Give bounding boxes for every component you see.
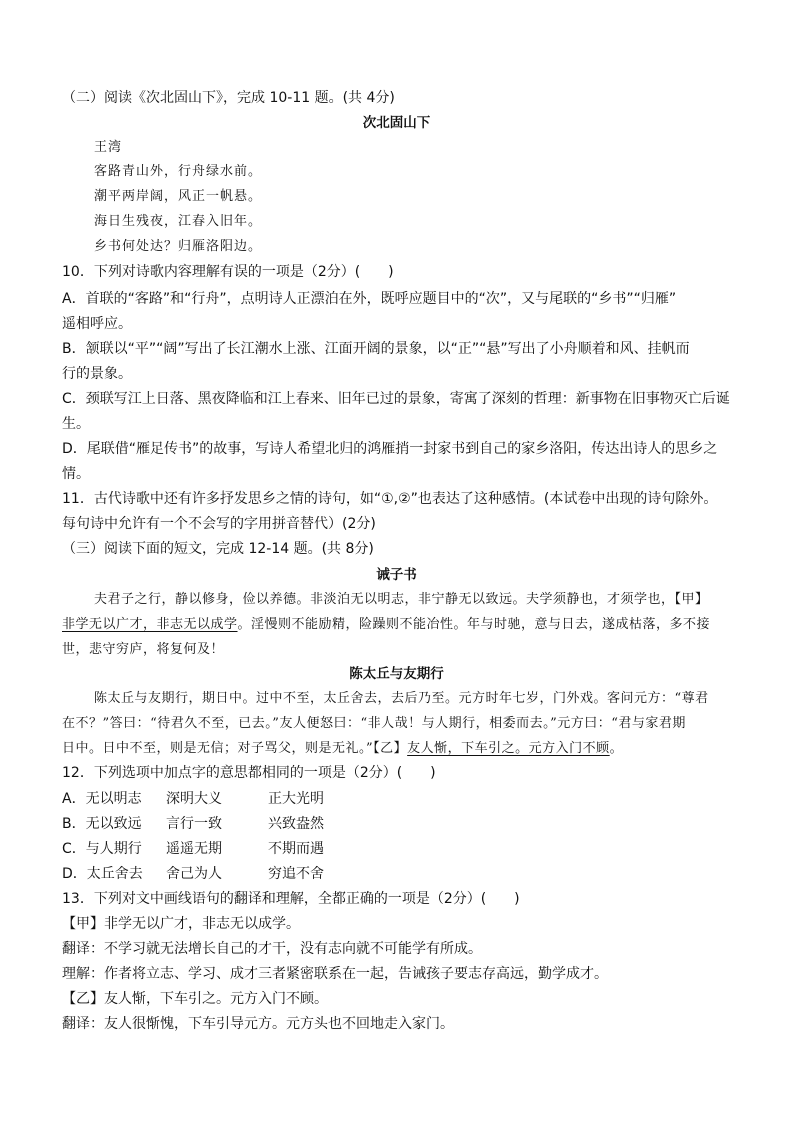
q10-option-b: B．颔联以“平”“阔”写出了长江潮水上涨、江面开阔的景象，以“正”“悬”写出了小舟顺着和风、挂帆而 bbox=[62, 341, 690, 357]
q10-option-d: D．尾联借“雁足传书”的故事，写诗人希望北归的鸿雁捎一封家书到自己的家乡洛阳，传达出诗人的思乡之 bbox=[62, 441, 718, 457]
text1-line-1: 夫君子之行，静以修身，俭以养德。非淡泊无以明志，非宁静无以致远。夫学须静也，才须学也，【甲】 bbox=[94, 592, 709, 607]
q10-option-a-cont: 遥相呼应。 bbox=[62, 316, 132, 332]
text2-line-2: 在不？”答曰：“待君久不至，已去。”友人便怒曰：“非人哉！与人期行，相委而去。”元方曰：“君与家君期 bbox=[62, 716, 686, 731]
q12-option-part: 正大光明 bbox=[268, 791, 324, 807]
q10-stem: 10．下列对诗歌内容理解有误的一项是（2分）( ) bbox=[62, 264, 394, 280]
text1-title: 诫子书 bbox=[376, 567, 417, 583]
poem-title: 次北固山下 bbox=[362, 115, 431, 131]
q12-option-b bbox=[62, 812, 738, 836]
text1-line-3: 世，悲守穷庐，将复何及！ bbox=[62, 642, 225, 657]
q10-option-c-cont: 生。 bbox=[62, 416, 90, 432]
q13-stem: 13．下列对文中画线语句的翻译和理解，全都正确的一项是（2分）( ) bbox=[62, 891, 520, 907]
text2-line-1: 陈太丘与友期行，期日中。过中不至，太丘舍去，去后乃至。元方时年七岁，门外戏。客问元方：“尊君 bbox=[94, 691, 709, 706]
q12-option-d bbox=[62, 862, 738, 886]
q13-jia-understanding: 理解：作者将立志、学习、成才三者紧密联系在一起，告诫孩子要志存高远，勤学成才。 bbox=[62, 966, 608, 982]
q12-stem: 12．下列选项中加点字的意思都相同的一项是（2分）( ) bbox=[62, 765, 436, 781]
q12-option-a bbox=[62, 787, 738, 811]
q12-option-part: 遥遥无期 bbox=[166, 841, 222, 857]
q11-line-2: 每句诗中允许有一个不会写的字用拼音替代）(2分) bbox=[62, 516, 376, 532]
q13-yi: 【乙】友人惭，下车引之。元方入门不顾。 bbox=[62, 991, 328, 1007]
text1-line-2-rest: 。淫慢则不能励精，险躁则不能冶性。年与时驰，意与日去，遂成枯落，多不接 bbox=[237, 617, 711, 632]
q12-option-part: D．太丘舍去 bbox=[62, 866, 143, 882]
poem-line: 乡书何处达？归雁洛阳边。 bbox=[94, 239, 263, 254]
q13-jia-translation: 翻译：不学习就无法增长自己的才干，没有志向就不可能学有所成。 bbox=[62, 941, 482, 957]
q12-option-part: A．无以明志 bbox=[62, 791, 142, 807]
q13-jia: 【甲】非学无以广才，非志无以成学。 bbox=[62, 916, 300, 932]
poem-line: 海日生残夜，江春入旧年。 bbox=[94, 214, 263, 229]
q12-option-part: 深明大义 bbox=[166, 791, 222, 807]
text2-line-3-post: 。 bbox=[609, 741, 624, 756]
text2-line-3-pre: 日中。日中不至，则是无信；对子骂父，则是无礼。”【乙】 bbox=[62, 741, 408, 756]
underlined-sentence-yi: 友人惭，下车引之。元方入门不顾 bbox=[407, 741, 610, 756]
q10-option-c: C．颈联写江上日落、黑夜降临和江上春来、旧年已过的景象，寄寓了深刻的哲理：新事物在旧事物灭亡后诞 bbox=[62, 391, 730, 407]
text2-line-3 bbox=[62, 737, 738, 761]
q12-option-part: 舍己为人 bbox=[166, 866, 222, 882]
text2-title: 陈太丘与友期行 bbox=[349, 666, 444, 682]
section-2-header: （二）阅读《次北固山下》，完成 10-11 题。(共 4分) bbox=[62, 90, 395, 106]
q10-option-a: A．首联的“客路”和“行舟”，点明诗人正漂泊在外，既呼应题目中的“次”，又与尾联的“乡书”“归雁” bbox=[62, 291, 677, 307]
poem-line: 客路青山外，行舟绿水前。 bbox=[94, 164, 263, 179]
q12-option-part: 穷追不舍 bbox=[268, 866, 324, 882]
section-3-header: （三）阅读下面的短文，完成 12-14 题。(共 8分) bbox=[62, 541, 374, 557]
underlined-sentence-jia: 非学无以广才，非志无以成学 bbox=[62, 617, 238, 632]
text1-line-2 bbox=[62, 613, 738, 637]
poem-author: 王湾 bbox=[94, 140, 123, 155]
q12-option-part: B．无以致远 bbox=[62, 816, 142, 832]
q12-option-part: C．与人期行 bbox=[62, 841, 142, 857]
q10-option-b-cont: 行的景象。 bbox=[62, 366, 132, 382]
q12-option-part: 不期而遇 bbox=[268, 841, 324, 857]
q12-option-part: 言行一致 bbox=[166, 816, 222, 832]
q10-option-d-cont: 情。 bbox=[62, 466, 90, 482]
poem-line: 潮平两岸阔，风正一帆悬。 bbox=[94, 189, 263, 204]
q13-yi-translation: 翻译：友人很惭愧，下车引导元方。元方头也不回地走入家门。 bbox=[62, 1016, 454, 1032]
q12-option-part: 兴致盎然 bbox=[268, 816, 324, 832]
q12-option-c bbox=[62, 837, 738, 861]
q11-line-1: 11．古代诗歌中还有许多抒发思乡之情的诗句，如“①,②”也表达了这种感情。(本试卷中出现的诗句除外。 bbox=[62, 491, 718, 507]
